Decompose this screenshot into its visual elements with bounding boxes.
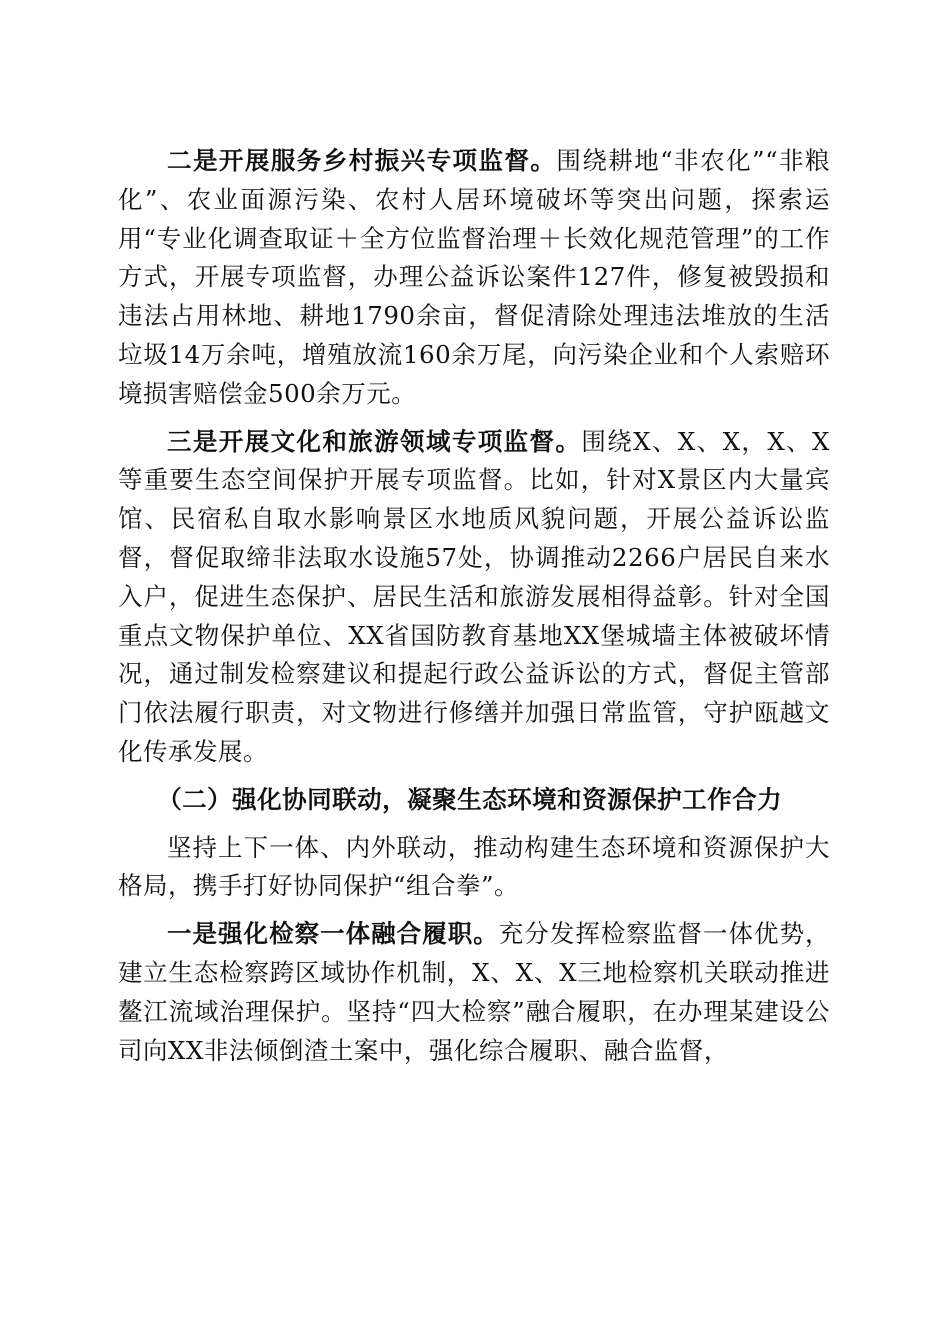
paragraph-rural-revitalization [118,142,830,414]
paragraph-lead: 三是开展文化和旅游领域专项监督。 [167,426,582,456]
paragraph-lead: 二是开展服务乡村振兴专项监督。 [167,146,557,175]
paragraph-body: 围绕X、X、X，X、X等重要生态空间保护开展专项监督。比如，针对X景区内大量宾馆、民宿私自取水影响景区水地质风貌问题，开展公益诉讼监督，督促取缔非法取水设施57处，协调推动2266户居民自来水入户，促进生态保护、居民生活和旅游发展相得益彰。针对全国重点文物保护单位、XX省国防教育基地XX堡城墙主体被破坏情况，通过制发检察建议和提起行政公益诉讼的方式，督促主管部门依法履行职责，对文物进行修缮并加强日常监管，守护瓯越文化传承发展。 [118,426,830,766]
paragraph-procuratorial-integration [118,915,830,1070]
document-page [118,142,830,1070]
paragraph-lead: 一是强化检察一体融合履职。 [167,919,499,949]
section-heading: （二）强化协同联动，凝聚生态环境和资源保护工作合力 [157,784,783,814]
paragraph-body: 围绕耕地“非农化”“非粮化”、农业面源污染、农村人居环境破坏等突出问题，探索运用“专业化调查取证＋全方位监督治理＋长效化规范管理”的工作方式，开展专项监督，办理公益诉讼案件127件，修复被毁损和违法占用林地、耕地1790余亩，督促清除处理违法堆放的生活垃圾14万余吨，增殖放流160余万尾，向污染企业和个人索赔环境损害赔偿金500余万元。 [118,146,831,408]
paragraph-culture-tourism [118,423,830,772]
paragraph-body: 充分发挥检察监督一体优势，建立生态检察跨区域协作机制，X、X、X三地检察机关联动推进鳌江流域治理保护。坚持“四大检察”融合履职，在办理某建设公司向XX非法倾倒渣土案中，强化综合履职、融合监督， [118,919,831,1065]
section-intro: 坚持上下一体、内外联动，推动构建生态环境和资源保护大格局，携手打好协同保护“组合拳”。 [118,832,830,901]
